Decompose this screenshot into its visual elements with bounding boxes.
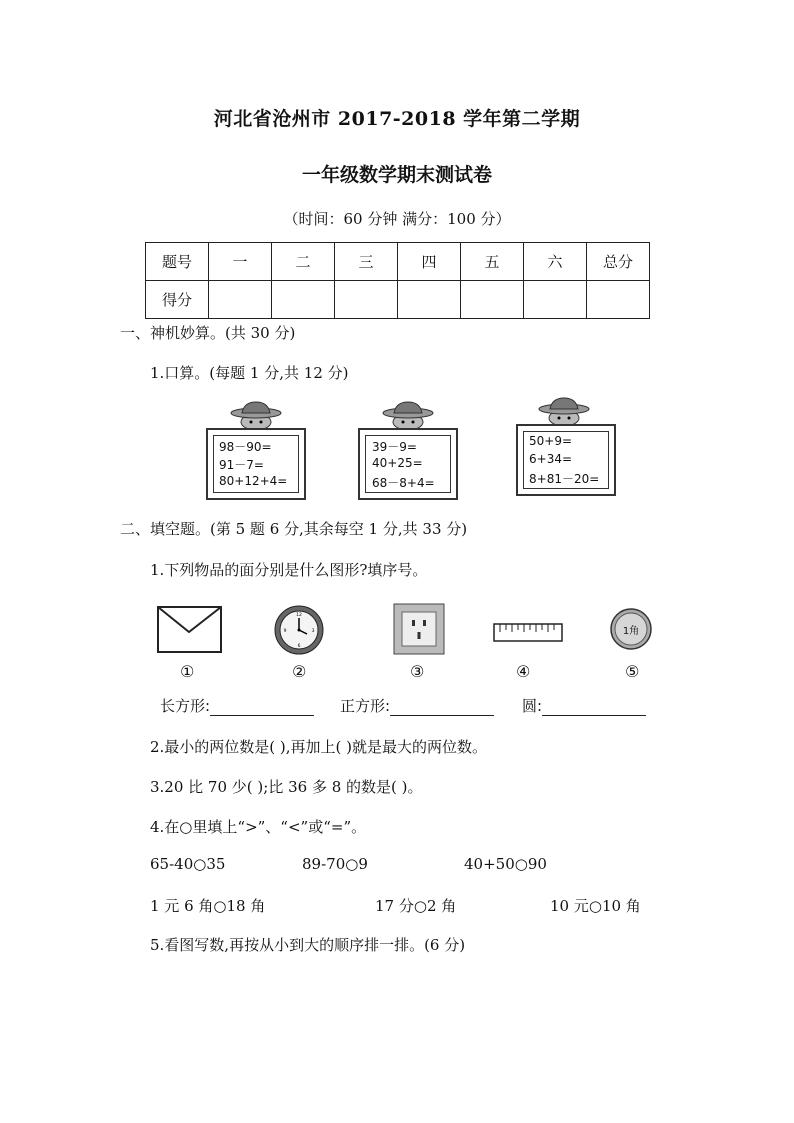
score-table-cell: 一 [209,243,272,281]
wall-socket-icon [393,603,445,655]
item-number: ③ [410,662,425,681]
item-number: ⑤ [625,662,640,681]
score-blank-cell[interactable] [272,281,335,319]
score-table-score-row [146,281,650,319]
svg-text:9: 9 [283,629,287,634]
math-expression: 91－7= [219,458,264,472]
score-blank-cell[interactable] [587,281,650,319]
section2-question1: 1.下列物品的面分别是什么图形?填序号。 [150,561,428,579]
envelope-icon [157,606,223,654]
item-number: ② [292,662,307,681]
section2-question4: 4.在○里填上“>”、“<”或“=”。 [150,818,367,836]
math-expression: 80+12+4= [219,474,288,488]
math-card-3 [516,396,616,496]
math-expression: 98－90= [219,440,272,454]
score-blank-cell[interactable] [461,281,524,319]
square-blank[interactable] [390,699,494,716]
compare-item: 65-40○35 [150,855,226,873]
svg-text:3: 3 [311,629,315,634]
square-answer [340,695,494,716]
math-card-2 [358,400,458,500]
svg-text:6: 6 [297,644,301,649]
score-table-header-row [146,243,650,281]
math-expression: 40+25= [372,456,423,470]
circle-label: 圆: [522,697,543,715]
cartoon-head-icon [230,400,282,430]
score-blank-cell[interactable] [335,281,398,319]
score-table-cell: 六 [524,243,587,281]
compare-item: 40+50○90 [464,855,547,873]
math-expression: 68－8+4= [372,476,435,490]
circle-blank[interactable] [542,699,646,716]
clock-icon [273,604,325,656]
cartoon-head-icon [382,400,434,430]
item-number: ① [180,662,195,681]
score-blank-cell[interactable] [524,281,587,319]
score-table-cell: 四 [398,243,461,281]
math-card-1 [206,400,306,500]
ruler-icon [493,623,563,643]
math-expression: 6+34= [529,452,573,466]
math-expression: 39－9= [372,440,417,454]
score-table [145,242,650,319]
score-table-cell: 三 [335,243,398,281]
score-table-cell: 二 [272,243,335,281]
score-table-cell: 总分 [587,243,650,281]
math-expression: 8+81－20= [529,472,600,486]
compare-item: 1 元 6 角○18 角 [150,897,266,915]
circle-answer [522,695,646,716]
compare-item: 89-70○9 [302,855,368,873]
score-table-cell: 得分 [146,281,209,319]
svg-text:12: 12 [296,613,302,618]
section2-heading: 二、填空题。(第 5 题 6 分,其余每空 1 分,共 33 分) [120,520,468,538]
compare-item: 17 分○2 角 [375,897,457,915]
score-table-cell: 题号 [146,243,209,281]
cartoon-head-icon [538,396,590,426]
exam-title-line1: 河北省沧州市 2017-2018 学年第二学期 [213,108,581,130]
score-blank-cell[interactable] [209,281,272,319]
coin-label: 1角 [622,626,640,637]
section2-question5: 5.看图写数,再按从小到大的顺序排一排。(6 分) [150,936,466,954]
score-blank-cell[interactable] [398,281,461,319]
item-number: ④ [516,662,531,681]
square-label: 正方形: [340,697,391,715]
exam-time-score-info: （时间：60 分钟 满分：100 分） [283,210,511,228]
rectangle-answer [160,695,314,716]
section1-question1: 1.口算。(每题 1 分,共 12 分) [150,364,349,382]
section2-question2: 2.最小的两位数是( ),再加上( )就是最大的两位数。 [150,738,488,756]
rectangle-blank[interactable] [210,699,314,716]
exam-title-line2: 一年级数学期末测试卷 [301,164,492,186]
rectangle-label: 长方形: [160,697,211,715]
section2-question3: 3.20 比 70 少( );比 36 多 8 的数是( )。 [150,778,423,796]
score-table-cell: 五 [461,243,524,281]
section1-heading: 一、神机妙算。(共 30 分) [120,324,296,342]
math-expression: 50+9= [529,434,573,448]
coin-icon [609,607,653,651]
compare-item: 10 元○10 角 [550,897,641,915]
